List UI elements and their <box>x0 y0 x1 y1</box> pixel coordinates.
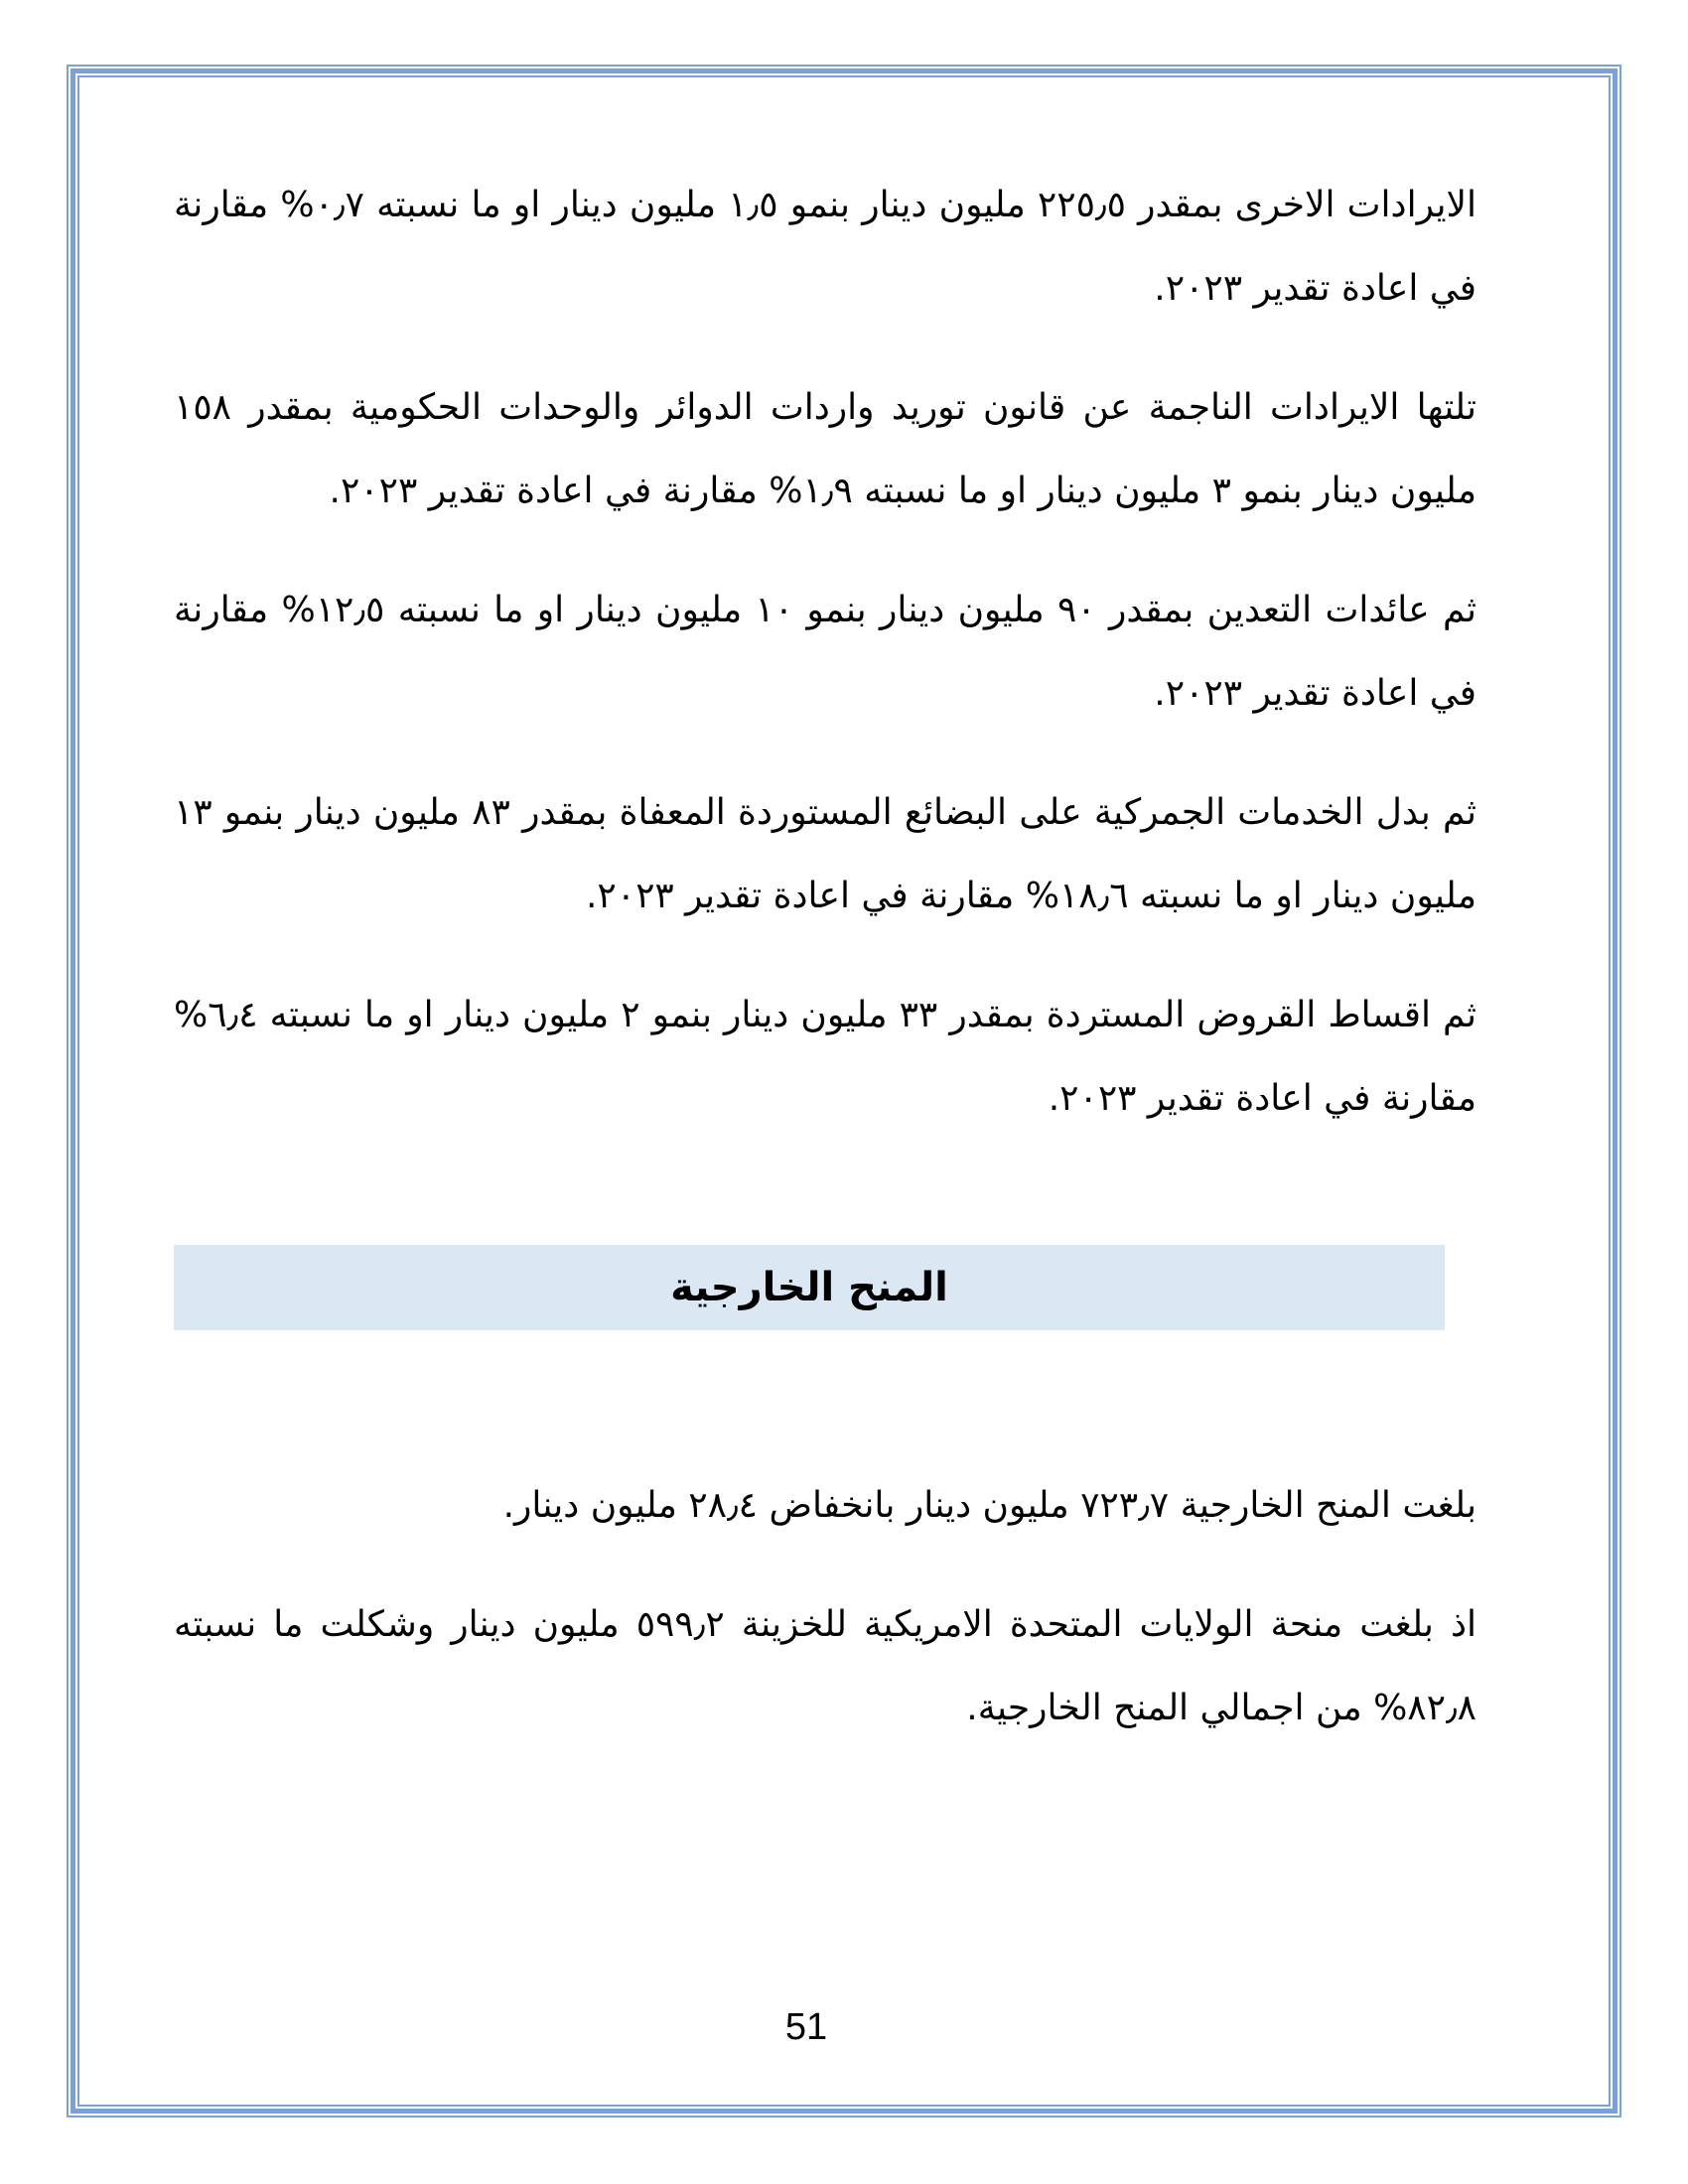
paragraph-recovered-loan-installments: ثم اقساط القروض المستردة بمقدر ٣٣ مليون دينار بنمو ٢ مليون دينار او ما نسبته ٦٫٤% مقارنة في اعادة تقدير ٢٠٢٣. <box>174 995 1477 1119</box>
paragraph-mining-returns: ثم عائدات التعدين بمقدر ٩٠ مليون دينار بنمو ١٠ مليون دينار او ما نسبته ١٢٫٥% مقارنة في اعادة تقدير ٢٠٢٣. <box>174 590 1477 714</box>
paragraph-other-revenues: الايرادات الاخرى بمقدر ٢٢٥٫٥ مليون دينار بنمو ١٫٥ مليون دينار او ما نسبته ٠٫٧% مقارنة في اعادة تقدير ٢٠٢٣. <box>174 185 1477 309</box>
paragraph-us-treasury-grant: اذ بلغت منحة الولايات المتحدة الامريكية للخزينة ٥٩٩٫٢ مليون دينار وشكلت ما نسبته ٨٢٫٨% من اجمالي المنح الخارجية. <box>174 1604 1477 1728</box>
page-number: 51 <box>784 2006 828 2048</box>
section-heading-external-grants: المنح الخارجية <box>670 1265 948 1310</box>
page-content <box>174 164 1477 1786</box>
paragraph-external-grants-total: بلغت المنح الخارجية ٧٢٣٫٧ مليون دينار بانخفاض ٢٨٫٤ مليون دينار. <box>502 1485 1477 1526</box>
paragraph-departments-imports-law: تلتها الايرادات الناجمة عن قانون توريد واردات الدوائر والوحدات الحكومية بمقدر ١٥٨ مليون دينار بنمو ٣ مليون دينار او ما نسبته ١٫٩% مقارنة في اعادة تقدير ٢٠٢٣. <box>174 387 1477 511</box>
section-heading-band <box>174 1245 1445 1330</box>
paragraph-customs-services-allowance: ثم بدل الخدمات الجمركية على البضائع المستوردة المعفاة بمقدر ٨٣ مليون دينار بنمو ١٣ مليون دينار او ما نسبته ١٨٫٦% مقارنة في اعادة تقدير ٢٠٢٣. <box>174 792 1477 916</box>
